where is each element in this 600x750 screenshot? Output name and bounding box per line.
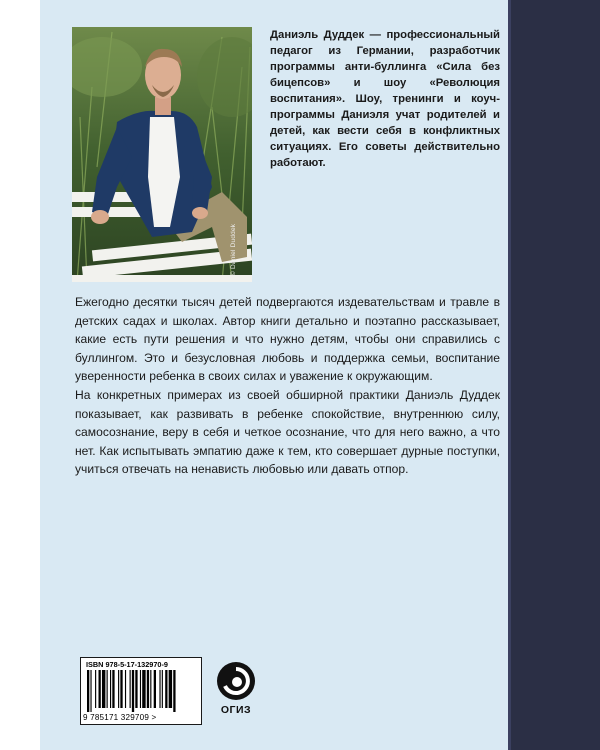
barcode-bar: [162, 670, 163, 708]
ogiz-logo-icon: [215, 660, 257, 704]
barcode-bar: [169, 670, 172, 708]
barcode-bar: [90, 670, 91, 712]
barcode-bar: [130, 670, 131, 708]
barcode-bar: [99, 670, 101, 708]
barcode-bar: [173, 670, 175, 712]
barcode-bars: [87, 670, 197, 712]
author-photo-illustration: [72, 27, 252, 282]
book-spine: [508, 0, 600, 750]
photo-credit: © Daniel Duddek: [230, 223, 237, 276]
barcode-bar: [142, 670, 145, 708]
barcode-bar: [107, 670, 108, 708]
author-bio: Даниэль Дуддек — профессиональный педагог из Германии, разработчик программы анти-буллинга «Сила без бицепсов» и шоу «Революция воспитания». Шоу, тренинги и коуч-программы Даниэля учат родителей и детей, как вести себя в конфликтных ситуациях. Его советы действительно работают.: [270, 29, 500, 169]
annotation-paragraph-2: На конкретных примерах из своей обширной практики Даниэль Дуддек показывает, как развивать в ребенке спокойствие, внутреннюю силу, самосознание, веру в себя и четкое осознание, что для него важно, а что нет. Как испытывать эмпатию даже к тем, кто совершает дурные поступки, учиться отвечать на ненависть любовью или давать отпор.: [75, 387, 500, 477]
barcode-block: [80, 657, 202, 725]
barcode-bar: [118, 670, 119, 708]
barcode-bar: [95, 670, 96, 708]
barcode-bar: [147, 670, 149, 708]
barcode-bar: [135, 670, 137, 708]
isbn-label: ISBN 978-5-17-132970-9: [86, 660, 168, 669]
barcode-bar: [120, 670, 122, 708]
barcode-digits: 9 785171 329709 >: [83, 713, 157, 722]
barcode-bar: [132, 670, 134, 712]
barcode-bar: [125, 670, 126, 708]
publisher-logo: [215, 660, 257, 720]
barcode-bar: [102, 670, 105, 708]
barcode-bar: [112, 670, 114, 708]
barcode-bar: [159, 670, 160, 708]
barcode-bar: [87, 670, 89, 712]
book-annotation: [75, 293, 500, 479]
barcode-bar: [154, 670, 156, 708]
barcode-bar: [150, 670, 151, 708]
barcode-bar: [140, 670, 141, 708]
barcode-bar: [165, 670, 167, 708]
annotation-paragraph-1: Ежегодно десятки тысяч детей подвергаются издевательствам и травле в детских садах и школах. Автор книги детально и поэтапно рассказывает, какие есть пути решения и что нужно детям, чтобы они справились с буллингом. Это и безусловная любовь и поддержка семьи, воспитание уверенности ребенка в своих силах и уважение к окружающим.: [75, 295, 500, 384]
spine-edge: [508, 0, 511, 750]
barcode-bar: [110, 670, 111, 708]
author-photo: [72, 27, 252, 282]
publisher-name: ОГИЗ: [220, 704, 252, 716]
